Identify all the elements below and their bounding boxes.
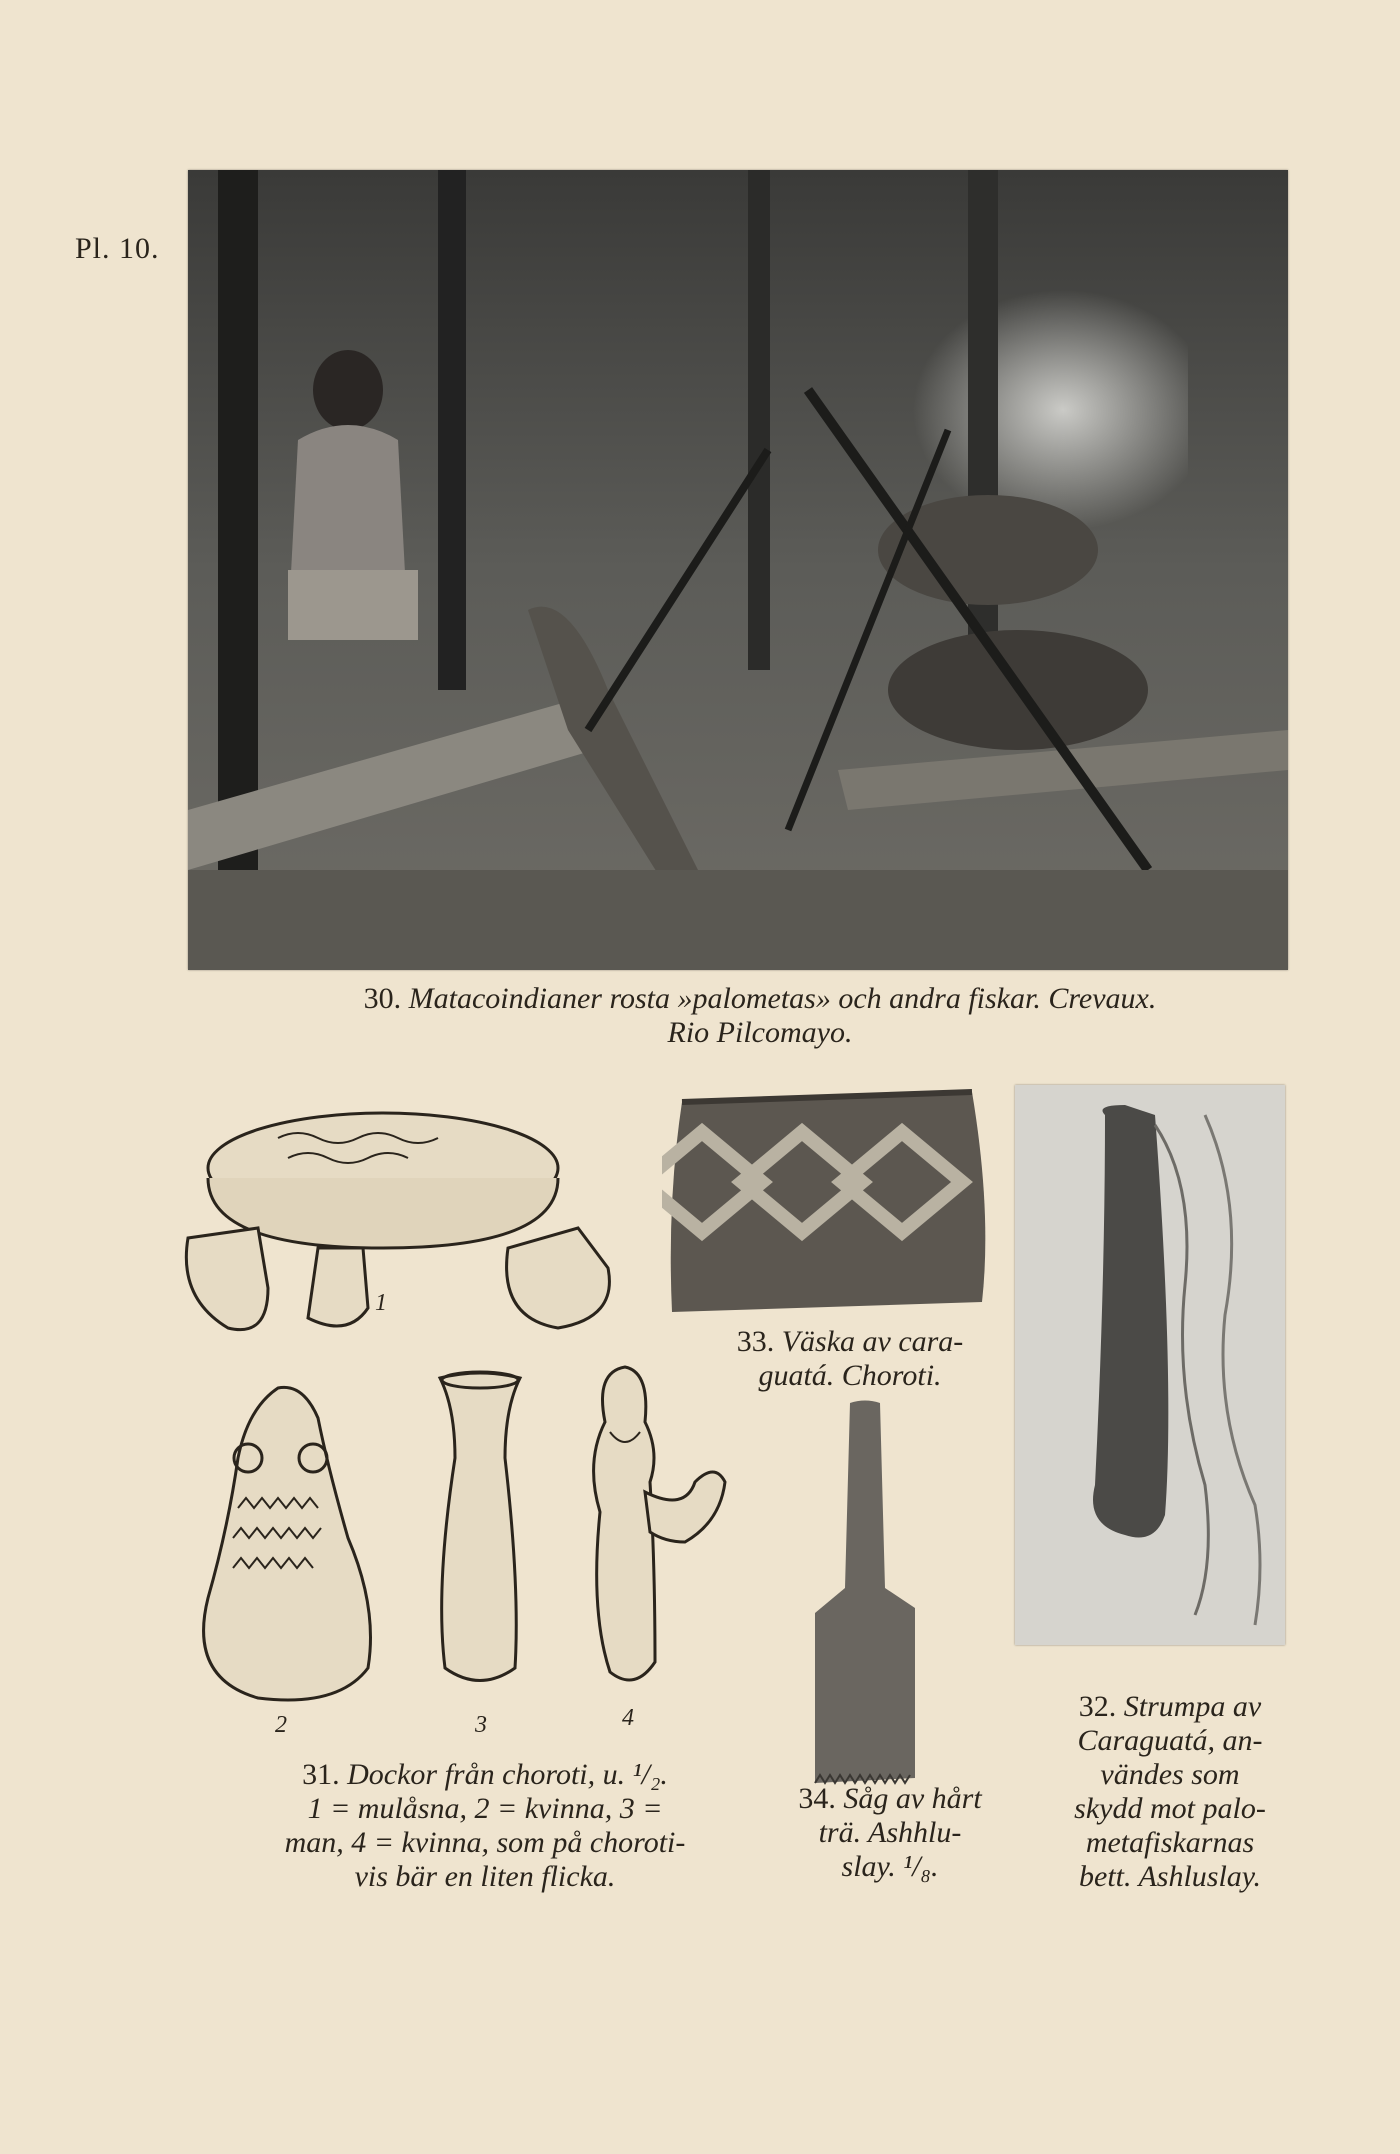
fig32-caption	[1030, 1690, 1310, 1894]
fig30-number: 30.	[363, 982, 402, 1015]
fig33-caption	[690, 1325, 1010, 1393]
fig33-line2: guatá. Choroti.	[758, 1359, 942, 1392]
fig31-line4: vis bär en liten flicka.	[354, 1860, 616, 1893]
fig31-item-number-1: 1	[375, 1290, 387, 1316]
fig31-doll-4-drawing	[575, 1362, 735, 1697]
fig34-number: 34.	[798, 1782, 836, 1815]
fig31-doll-3-drawing	[425, 1368, 535, 1693]
fig34-caption	[770, 1782, 1010, 1884]
fig31-item-number-2: 2	[275, 1712, 287, 1738]
fig30-photo	[188, 170, 1288, 970]
fig32-number: 32.	[1078, 1690, 1117, 1723]
fig30-caption	[220, 982, 1300, 1050]
fig31-doll-1-drawing	[178, 1098, 623, 1338]
fig33-photo	[662, 1072, 992, 1312]
fig31-line3: man, 4 = kvinna, som på choroti-	[284, 1826, 686, 1859]
fig32-line4: skydd mot palo-	[1074, 1792, 1266, 1825]
fig32-line2: Caraguatá, an-	[1077, 1724, 1263, 1757]
fig33-line1: Väska av cara-	[781, 1325, 964, 1358]
fig31-line2: 1 = mulåsna, 2 = kvinna, 3 =	[307, 1792, 663, 1825]
fig30-line2: Rio Pilcomayo.	[667, 1016, 853, 1049]
fig31-caption	[215, 1758, 755, 1894]
fig32-line6: bett. Ashluslay.	[1079, 1860, 1261, 1893]
fig34-line2: trä. Ashhlu-	[818, 1816, 962, 1849]
fig31-line1: Dockor från choroti, u. ¹/₂.	[347, 1758, 668, 1791]
fig30-line1: Matacoindianer rosta »palometas» och andra fiskar. Crevaux.	[408, 982, 1157, 1015]
fig31-item-number-3: 3	[475, 1712, 487, 1738]
fig33-number: 33.	[736, 1325, 775, 1358]
plate-label: Pl. 10.	[75, 232, 160, 265]
fig32-line1: Strumpa av	[1123, 1690, 1262, 1723]
fig31-item-number-4: 4	[622, 1705, 634, 1731]
fig34-line3: slay. ¹/₈.	[841, 1850, 939, 1883]
fig32-photo	[1015, 1085, 1285, 1645]
fig31-number: 31.	[302, 1758, 340, 1791]
fig32-line5: metafiskarnas	[1085, 1826, 1255, 1859]
fig32-line3: vändes som	[1100, 1758, 1240, 1791]
fig31-doll-2-drawing	[188, 1378, 378, 1708]
fig34-line1: Såg av hårt	[843, 1782, 982, 1815]
fig34-photo	[805, 1398, 925, 1788]
